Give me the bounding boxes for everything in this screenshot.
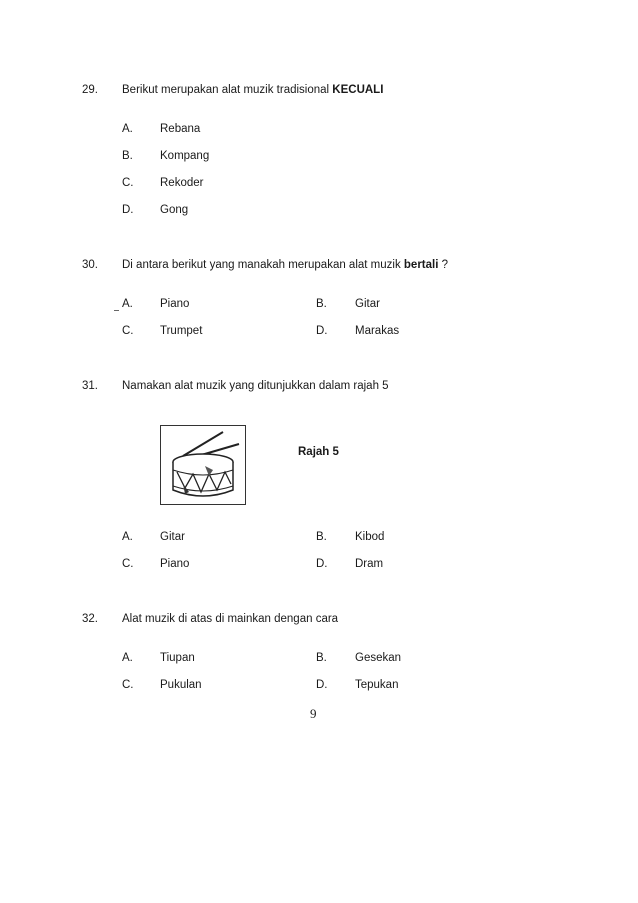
option-letter: A. [122,298,133,310]
question-text [122,259,448,271]
option-letter: B. [316,531,327,543]
option-letter: B. [316,652,327,664]
figure-drum [160,425,246,505]
option-text: Marakas [355,325,400,337]
option-text: Rekoder [160,177,204,189]
question-text [122,84,383,96]
question-number: 31. [82,380,98,392]
option-text: Dram [355,558,384,570]
stray-mark [114,310,119,311]
question-text-suffix: ? [438,259,449,271]
drum-icon [161,426,245,504]
question-number: 30. [82,259,98,271]
option-letter: D. [316,679,328,691]
option-letter: C. [122,679,134,691]
option-text: Kibod [355,531,385,543]
option-letter: C. [122,325,134,337]
question-text: Alat muzik di atas di mainkan dengan cara [122,613,339,625]
option-letter: A. [122,652,133,664]
option-text: Pukulan [160,679,202,691]
option-text: Gong [160,204,189,216]
option-text: Trumpet [160,325,203,337]
option-letter: B. [316,298,327,310]
option-letter: C. [122,177,134,189]
page-number: 9 [310,706,317,721]
option-letter: D. [316,558,328,570]
option-letter: A. [122,123,133,135]
option-letter: B. [122,150,133,162]
option-text: Piano [160,298,190,310]
option-text: Kompang [160,150,210,162]
option-text: Gitar [160,531,185,543]
option-text: Rebana [160,123,201,135]
question-text-plain: Berikut merupakan alat muzik tradisional [122,84,333,96]
option-text: Gitar [355,298,380,310]
question-text-emphasis: bertali [403,259,439,271]
option-letter: D. [316,325,328,337]
figure-label: Rajah 5 [298,446,339,458]
question-text-emphasis: KECUALI [332,84,384,96]
question-text-plain: Di antara berikut yang manakah merupakan alat muzik [122,259,404,271]
question-number: 29. [82,84,98,96]
option-text: Tiupan [160,652,195,664]
option-text: Piano [160,558,190,570]
option-letter: A. [122,531,133,543]
option-text: Tepukan [355,679,399,691]
option-letter: C. [122,558,134,570]
question-number: 32. [82,613,98,625]
option-text: Gesekan [355,652,402,664]
question-text: Namakan alat muzik yang ditunjukkan dalam rajah 5 [122,380,389,392]
option-letter: D. [122,204,134,216]
